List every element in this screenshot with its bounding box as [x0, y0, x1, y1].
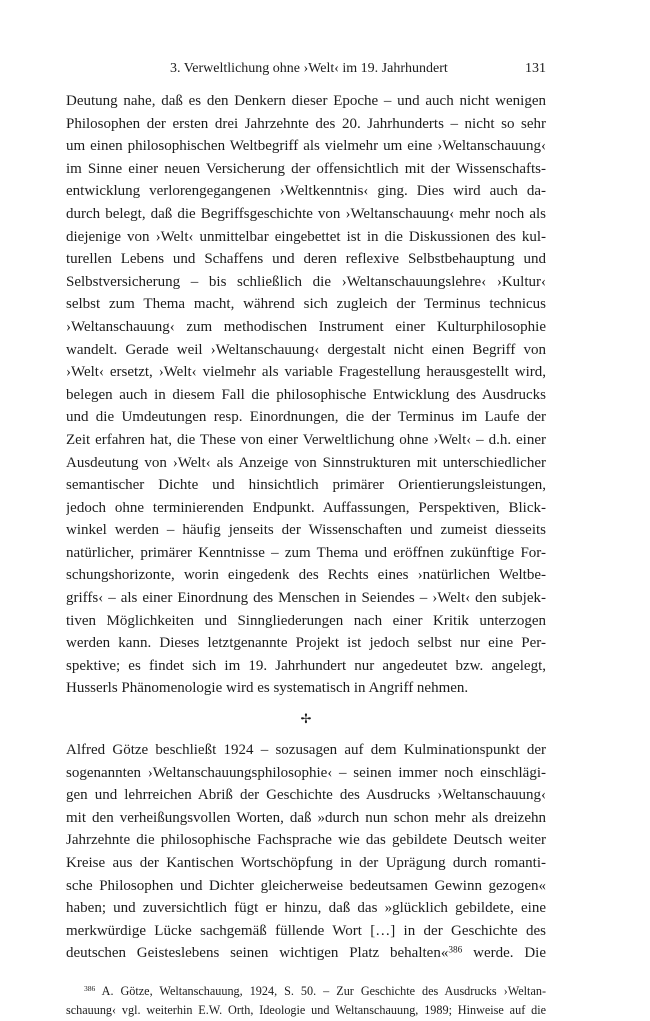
text-segment: werde. Die: [462, 945, 546, 962]
paragraph-1: [66, 90, 546, 700]
text-line: griffs‹ – als einer Einordnung des Menschen in Seiendes – ›Welt‹ den subjek-: [66, 590, 546, 607]
footnote-line: schauung‹ vgl. weiterhin E.W. Orth, Ideologie und Weltanschauung, 1989; Hinweise auf die: [66, 1003, 546, 1018]
text-line: um einen philosophischen Weltbegriff als vielmehr um eine ›Weltanschauung‹: [66, 138, 546, 155]
text-line: semantischer Dichte und hinsichtlich primärer Orientierungsleistungen,: [66, 477, 546, 494]
text-line: [66, 942, 546, 965]
text-line: diejenige von ›Welt‹ unmittelbar eingebettet ist in die Diskussionen des kul-: [66, 228, 546, 245]
text-line: entwicklung verlorengegangenen ›Weltkenntnis‹ ging. Dies wird auch da-: [66, 183, 546, 200]
text-line: mit den verheißungsvollen Worten, daß »durch nun schon mehr als dreizehn: [66, 809, 546, 826]
text-line: Philosophen der ersten drei Jahrzehnte des 20. Jahrhunderts – nicht so sehr: [66, 115, 546, 132]
text-line: belegen auch in diesem Fall die philosophische Entwicklung des Ausdrucks: [66, 386, 546, 403]
running-title: 3. Verweltlichung ohne ›Welt‹ im 19. Jahrhundert: [170, 61, 448, 76]
text-line: Jahrzehnte die philosophische Fachsprache wie das gebildete Deutsch weiter: [66, 832, 546, 849]
text-line: Ausdeutung von ›Welt‹ als Anzeige von Sinnstrukturen mit unterschiedlicher: [66, 454, 546, 471]
text-line: sche Philosophen und Dichter gleicherweise bedeutsamen Gewinn gezogen«: [66, 877, 546, 894]
text-line: Selbstversicherung – bis schließlich die ›Weltanschauungslehre‹ ›Kultur‹: [66, 273, 546, 290]
page-number: 131: [525, 61, 546, 76]
text-line: im Sinne einer neuen Versicherung der offensichtlich mit der Wissenschafts-: [66, 160, 546, 177]
text-line: Zeit erfahren hat, die These von einer Verweltlichung ohne ›Welt‹ – d.h. einer: [66, 431, 546, 448]
text-line: sogenannten ›Weltanschauungsphilosophie‹ – seinen immer noch einschlägi-: [66, 764, 546, 781]
text-line: jedoch ohne terminierenden Endpunkt. Auffassungen, Perspektiven, Blick-: [66, 499, 546, 516]
text-line: selbst zum Thema macht, während sich zugleich der Terminus technicus: [66, 296, 546, 313]
text-line: Husserls Phänomenologie wird es systematisch in Angriff nehmen.: [66, 680, 469, 697]
text-line: schungshorizonte, worin eingedenk des Rechts eines ›natürlichen Weltbe-: [66, 567, 546, 584]
text-line: und die Umdeutungen resp. Einordnungen, die der Terminus im Laufe der: [66, 409, 546, 426]
text-line: tiven Möglichkeiten und Sinngliederungen nach einer Kritik unterzogen: [66, 612, 546, 629]
section-ornament: ✢: [300, 711, 312, 727]
text-line: merkwürdige Lücke sachgemäß füllende Wort […] in der Geschichte des: [66, 922, 546, 939]
text-line: gen und lehrreichen Abriß der Geschichte des Ausdrucks ›Weltanschauung‹: [66, 787, 546, 804]
text-line: winkel werden – häufig jenseits der Wissenschaften und zumeist diesseits: [66, 522, 546, 539]
text-line: turellen Lebens und Schaffens und deren reflexive Selbstbehauptung und: [66, 251, 546, 268]
body-text: [66, 90, 546, 1021]
text-line: Kreise aus der Kantischen Wortschöpfung in der Uprägung durch romanti-: [66, 855, 546, 871]
text-line: wandelt. Gerade weil ›Weltanschauung‹ dergestalt nicht einen Begriff von: [66, 341, 546, 358]
text-line: ›Weltanschauung‹ zum methodischen Instrument einer Kulturphilosophie: [66, 318, 546, 335]
text-line: Deutung nahe, daß es den Denkern dieser Epoche – und auch nicht wenigen: [66, 93, 546, 109]
text-line: Alfred Götze beschließt 1924 – sozusagen auf dem Kulminationspunkt der: [66, 742, 546, 759]
text-line: durch belegt, daß die Begriffsgeschichte von ›Weltanschauung‹ mehr noch als: [66, 205, 546, 222]
footnote-reference[interactable]: 386: [448, 945, 463, 956]
text-line: natürlicher, primärer Kenntnisse – zum Thema und eröffnen zukünftige For-: [66, 544, 546, 561]
text-line: haben; und zuversichtlich fügt er hinzu, daß das »glücklich gebildete, eine: [66, 900, 546, 917]
footnote-number: 386: [84, 984, 96, 994]
text-segment: deutschen Geisteslebens seinen wichtigen Platz behalten«: [66, 945, 449, 962]
text-line: ›Welt‹ ersetzt, ›Welt‹ vielmehr als variable Fragestellung herausgestellt wird,: [66, 364, 546, 381]
footnote-text: A. Götze, Weltanschauung, 1924, S. 50. – Zur Geschichte des Ausdrucks ›Weltan-: [95, 983, 546, 998]
text-line: spektive; es findet sich im 19. Jahrhundert nur angedeutet bzw. angelegt,: [66, 657, 546, 674]
text-line: werden kann. Dieses letztgenannte Projekt ist jedoch selbst nur eine Per-: [66, 635, 546, 652]
running-head: [66, 57, 546, 81]
paragraph-2: [66, 739, 546, 942]
footnote-line: [66, 982, 546, 1002]
footnote: [66, 982, 546, 1021]
